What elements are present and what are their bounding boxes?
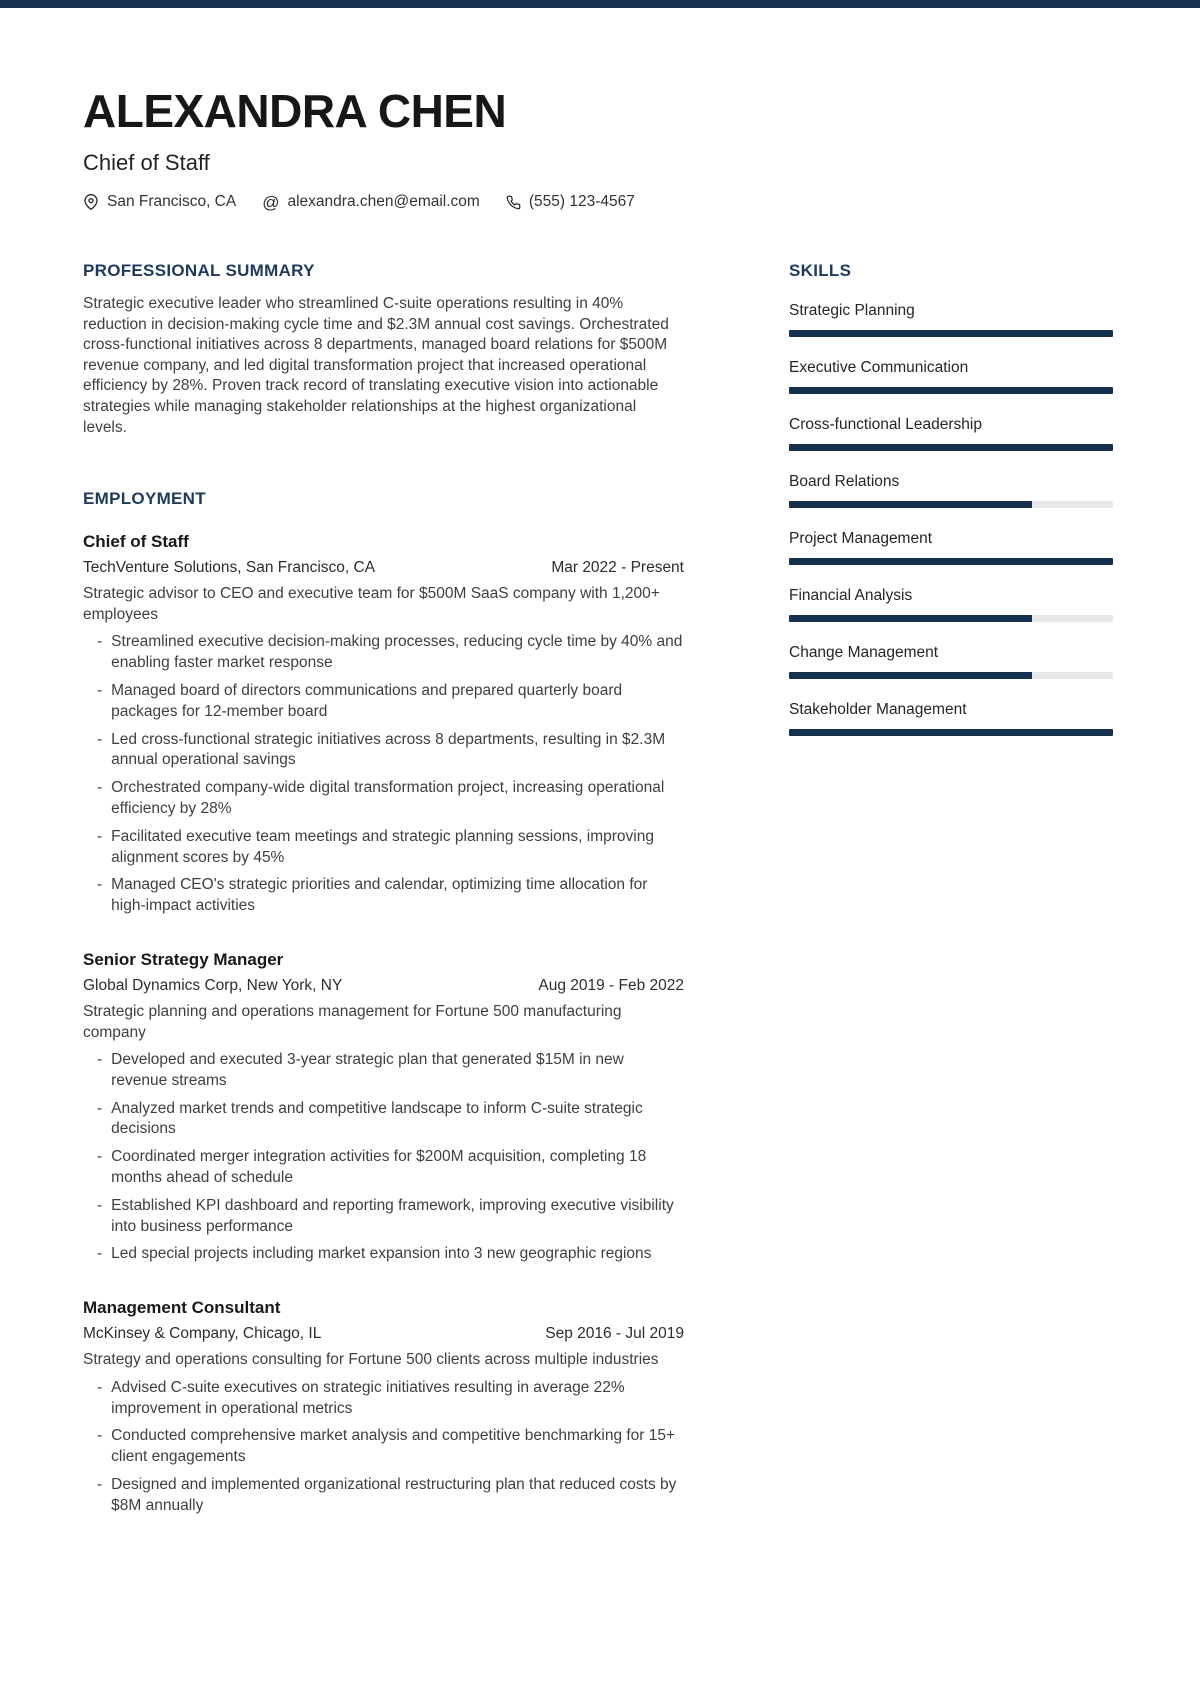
skill-label: Stakeholder Management [789, 701, 967, 718]
bullet-text: Advised C-suite executives on strategic initiatives resulting in average 22% improvement in operational metrics [111, 1378, 625, 1417]
candidate-title: Chief of Staff [83, 150, 210, 175]
job-dates: Aug 2019 - Feb 2022 [538, 976, 684, 994]
job-dates: Mar 2022 - Present [551, 559, 684, 577]
bullet-dash-marker: - [97, 730, 103, 748]
content-columns [83, 261, 1112, 1524]
skill-progress-fill [789, 672, 1032, 679]
job-title: Senior Strategy Manager [83, 949, 284, 969]
skill-progress-track [789, 558, 1113, 565]
job-bullet-item [97, 1196, 684, 1238]
summary-section [83, 261, 684, 438]
job-bullets [83, 632, 684, 917]
skill-item [789, 587, 1113, 622]
job-bullet-item [97, 778, 684, 820]
job-bullet-item [97, 632, 684, 674]
skill-item [789, 701, 1113, 736]
location-text: San Francisco, CA [107, 193, 237, 210]
job-meta-row [83, 977, 684, 995]
job-bullets [83, 1378, 684, 1517]
skill-label: Cross-functional Leadership [789, 416, 982, 433]
bullet-dash-marker: - [97, 876, 103, 894]
skill-progress-fill [789, 444, 1113, 451]
bullet-dash-marker: - [97, 1099, 103, 1117]
bullet-dash-marker: - [97, 1196, 103, 1214]
bullet-text: Orchestrated company-wide digital transformation project, increasing operational efficiency by 28% [111, 779, 665, 817]
location-pin-icon [83, 194, 99, 210]
bullet-dash-marker: - [97, 779, 103, 797]
skill-label: Change Management [789, 644, 939, 661]
skill-progress-track [789, 444, 1113, 451]
resume-page [0, 8, 1200, 1524]
skill-progress-fill [789, 330, 1113, 337]
skill-progress-fill [789, 615, 1032, 622]
email-text: alexandra.chen@email.com [287, 193, 480, 210]
bullet-text: Managed CEO's strategic priorities and calendar, optimizing time allocation for high-impact activities [111, 876, 648, 915]
job-description: Strategy and operations consulting for Fortune 500 clients across multiple industries [83, 1351, 659, 1369]
bullet-text: Designed and implemented organizational restructuring plan that reduced costs by $8M annually [111, 1476, 677, 1514]
bullet-text: Established KPI dashboard and reporting framework, improving executive visibility into business performance [111, 1196, 674, 1235]
job-bullet-item [97, 1147, 684, 1189]
skill-item [789, 302, 1113, 337]
resume-header [83, 85, 1112, 212]
job-dates: Sep 2016 - Jul 2019 [545, 1325, 684, 1343]
skill-item [789, 473, 1113, 508]
bullet-text: Coordinated merger integration activities for $200M acquisition, completing 18 months ahead of schedule [111, 1148, 647, 1187]
job-meta-row [83, 559, 684, 577]
skill-progress-track [789, 615, 1113, 622]
job-title: Chief of Staff [83, 532, 189, 552]
skills-column [789, 261, 1113, 1524]
skill-progress-track [789, 672, 1113, 679]
job-title: Management Consultant [83, 1298, 281, 1318]
phone-icon [506, 195, 521, 210]
job-entry [83, 1298, 684, 1516]
bullet-dash-marker: - [97, 1245, 103, 1263]
skill-item [789, 644, 1113, 679]
job-company: Global Dynamics Corp, New York, NY [83, 976, 343, 994]
skill-label: Financial Analysis [789, 587, 913, 604]
job-bullet-item [97, 1099, 684, 1141]
bullet-text: Led special projects including market expansion into 3 new geographic regions [111, 1245, 652, 1263]
skill-item [789, 359, 1113, 394]
job-company: McKinsey & Company, Chicago, IL [83, 1325, 322, 1343]
bullet-dash-marker: - [97, 1378, 103, 1396]
skill-progress-track [789, 729, 1113, 736]
job-description: Strategic planning and operations management for Fortune 500 manufacturing company [83, 1002, 622, 1041]
bullet-text: Developed and executed 3-year strategic plan that generated $15M in new revenue streams [111, 1051, 624, 1089]
main-column [83, 261, 684, 1524]
job-bullet-item [97, 1475, 684, 1517]
bullet-dash-marker: - [97, 633, 103, 651]
job-bullet-item [97, 1378, 684, 1420]
contact-row [83, 193, 1112, 211]
job-bullet-item [97, 1426, 684, 1468]
contact-location [83, 193, 236, 211]
phone-text: (555) 123-4567 [528, 193, 635, 210]
skill-progress-track [789, 387, 1113, 394]
job-bullets [83, 1050, 684, 1265]
bullet-text: Streamlined executive decision-making processes, reducing cycle time by 40% and enabling faster market response [111, 633, 683, 672]
skills-heading: SKILLS [789, 261, 852, 280]
summary-text: Strategic executive leader who streamlined C-suite operations resulting in 40% reduction in decision-making cycle time and $2.3M annual cost savings. Orchestrated cross-functional initiatives across 8 departments, managed board relations for $500M revenue company, and led digital transformation project that increased operational efficiency by 28%. Proven track record of translating executive vision into actionable strategies while managing stakeholder relationships at the highest organizational levels. [83, 295, 669, 436]
job-meta-row [83, 1325, 684, 1343]
job-entry [83, 950, 684, 1265]
bullet-dash-marker: - [97, 681, 103, 699]
bullet-text: Analyzed market trends and competitive landscape to inform C-suite strategic decisions [111, 1099, 643, 1138]
bullet-text: Facilitated executive team meetings and strategic planning sessions, improving alignment scores by 45% [111, 827, 654, 866]
bullet-dash-marker: - [97, 1051, 103, 1069]
bullet-dash-marker: - [97, 827, 103, 845]
skill-label: Board Relations [789, 473, 900, 490]
skills-list [789, 302, 1113, 736]
job-bullet-item [97, 681, 684, 723]
job-bullet-item [97, 730, 684, 772]
bullet-text: Managed board of directors communications and prepared quarterly board packages for 12-member board [111, 681, 623, 720]
skill-progress-fill [789, 501, 1032, 508]
skill-item [789, 530, 1113, 565]
job-bullet-item [97, 875, 684, 917]
skill-progress-track [789, 501, 1113, 508]
bullet-text: Led cross-functional strategic initiatives across 8 departments, resulting in $2.3M annual operational savings [111, 730, 666, 769]
bullet-dash-marker: - [97, 1427, 103, 1445]
job-company: TechVenture Solutions, San Francisco, CA [83, 559, 376, 577]
candidate-name: ALEXANDRA CHEN [83, 85, 507, 137]
job-bullet-item [97, 827, 684, 869]
jobs-list [83, 532, 684, 1516]
skill-label: Project Management [789, 530, 933, 547]
bullet-dash-marker: - [97, 1148, 103, 1166]
skill-label: Strategic Planning [789, 302, 915, 319]
employment-heading: EMPLOYMENT [83, 489, 206, 509]
contact-phone [506, 193, 635, 211]
contact-email [262, 193, 480, 211]
employment-section [83, 489, 684, 1516]
top-accent-bar [0, 0, 1200, 8]
skill-progress-fill [789, 729, 1113, 736]
job-entry [83, 532, 684, 917]
summary-heading: PROFESSIONAL SUMMARY [83, 261, 315, 280]
bullet-text: Conducted comprehensive market analysis and competitive benchmarking for 15+ client engagements [111, 1427, 676, 1466]
job-bullet-item [97, 1244, 684, 1265]
at-sign-icon: @ [262, 192, 280, 212]
skill-progress-track [789, 330, 1113, 337]
skill-item [789, 416, 1113, 451]
bullet-dash-marker: - [97, 1476, 103, 1494]
skill-progress-fill [789, 387, 1113, 394]
job-bullet-item [97, 1050, 684, 1092]
skill-label: Executive Communication [789, 359, 969, 376]
skill-progress-fill [789, 558, 1113, 565]
job-description: Strategic advisor to CEO and executive team for $500M SaaS company with 1,200+ employees [83, 585, 660, 623]
